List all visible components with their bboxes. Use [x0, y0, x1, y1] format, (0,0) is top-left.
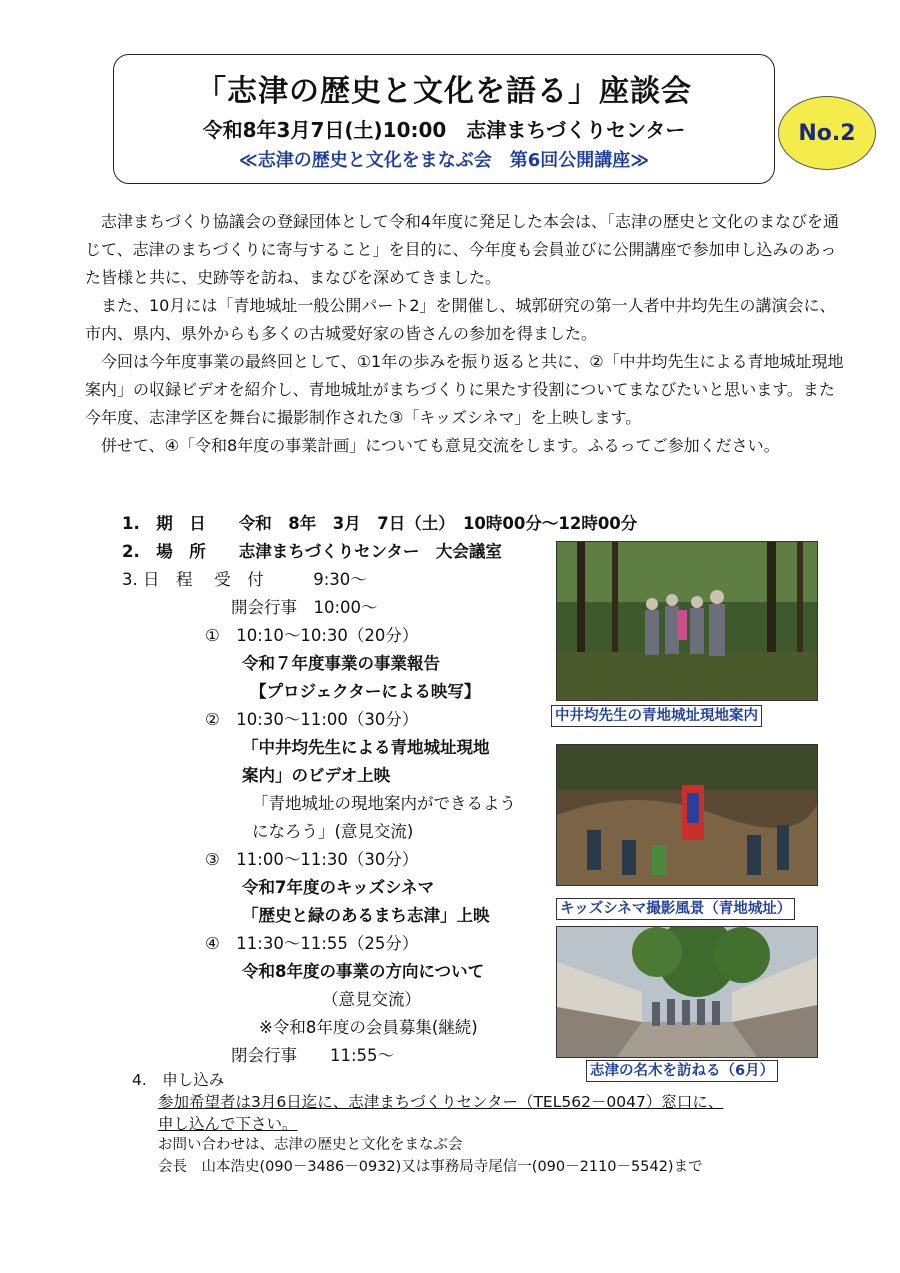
application-instructions: 参加希望者は3月6日迄に、志津まちづくりセンター（TEL562－0047）窓口に、 [158, 1093, 724, 1111]
photo-caption: 中井均先生の青地城址現地案内 [551, 705, 762, 727]
opening-ceremony: 開会行事 10:00～ [231, 598, 378, 617]
contact-info: 会長 山本浩史(090－3486－0932)又は事務局寺尾信一(090－2110－5542)まで [158, 1159, 703, 1175]
item3-time: ③ 11:00～11:30（30分） [205, 850, 419, 869]
application-instructions: 申し込んで下さい。 [158, 1115, 298, 1133]
item3-title: 「歴史と緑のあるまち志津」上映 [242, 906, 490, 925]
item2-title: 案内」のビデオ上映 [242, 766, 391, 785]
item3-title: 令和7年度のキッズシネマ [242, 878, 435, 897]
item2-note: 「青地城址の現地案内ができるよう [252, 794, 516, 813]
event-subtitle: ≪志津の歴史と文化をまなぶ会 第6回公開講座≫ [238, 150, 650, 171]
event-date-venue: 令和8年3月7日(土)10:00 志津まちづくりセンター [202, 118, 686, 142]
trees-photo [556, 926, 818, 1058]
item1-time: ① 10:10～10:30（20分） [205, 626, 419, 645]
intro-paragraph: 志津まちづくり協議会の登録団体として令和4年度に発足した本会は、「志津の歴史と文化のまなびを通じて、志津のまちづくりに寄与すること」を目的に、今年度も会員並びに公開講座で参加申し込みのあった皆様と共に、史跡等を訪ね、まなびを深めてきました。 [85, 212, 840, 287]
intro-text [85, 208, 845, 460]
item4-title: 令和8年度の事業の方向について [242, 962, 485, 981]
item1-title: 令和７年度事業の事業報告 [242, 654, 440, 673]
filming-photo [556, 744, 818, 886]
item2-time: ② 10:30～11:00（30分） [205, 710, 419, 729]
closing-ceremony: 閉会行事 11:55～ [231, 1046, 395, 1065]
date-line: 1. 期 日 令和 8年 3月 7日（土） 10時00分～12時00分 [122, 514, 638, 533]
item4-time: ④ 11:30～11:55（25分） [205, 934, 419, 953]
item2-title: 「中井均先生による青地城址現地 [242, 738, 490, 757]
item4-note: ※令和8年度の会員募集(継続) [259, 1018, 478, 1037]
photo-caption: キッズシネマ撮影風景（青地城址） [556, 898, 795, 920]
issue-badge: No.2 [778, 96, 876, 170]
intro-paragraph: 併せて、④「令和8年度の事業計画」についても意見交流をします。ふるってご参加ください。 [101, 436, 780, 455]
contact-info: お問い合わせは、志津の歴史と文化をまなぶ会 [158, 1137, 463, 1153]
item1-note: 【プロジェクターによる映写】 [250, 682, 481, 701]
program-heading: 3. 日 程 受 付 9:30～ [122, 570, 367, 589]
place-line: 2. 場 所 志津まちづくりセンター 大会議室 [122, 542, 502, 561]
item4-note: （意見交流） [322, 990, 421, 1009]
application-heading: 4. 申し込み [132, 1071, 225, 1089]
page-title: 「志津の歴史と文化を語る」座談会 [196, 74, 692, 109]
tour-photo [556, 541, 818, 701]
intro-paragraph: 今回は今年度事業の最終回として、①1年の歩みを振り返ると共に、②「中井均先生による青地城址現地案内」の収録ビデオを紹介し、青地城址がまちづくりに果たす役割についてまなびたいと思います。また今年度、志津学区を舞台に撮影制作された③「キッズシネマ」を上映します。 [85, 352, 844, 427]
intro-paragraph: また、10月には「青地城址一般公開パート2」を開催し、城郭研究の第一人者中井均先生の講演会に、市内、県内、県外からも多くの古城愛好家の皆さんの参加を得ました。 [85, 296, 836, 343]
item2-note: になろう」(意見交流) [252, 822, 414, 841]
photo-caption: 志津の名木を訪ねる（6月） [586, 1060, 778, 1082]
